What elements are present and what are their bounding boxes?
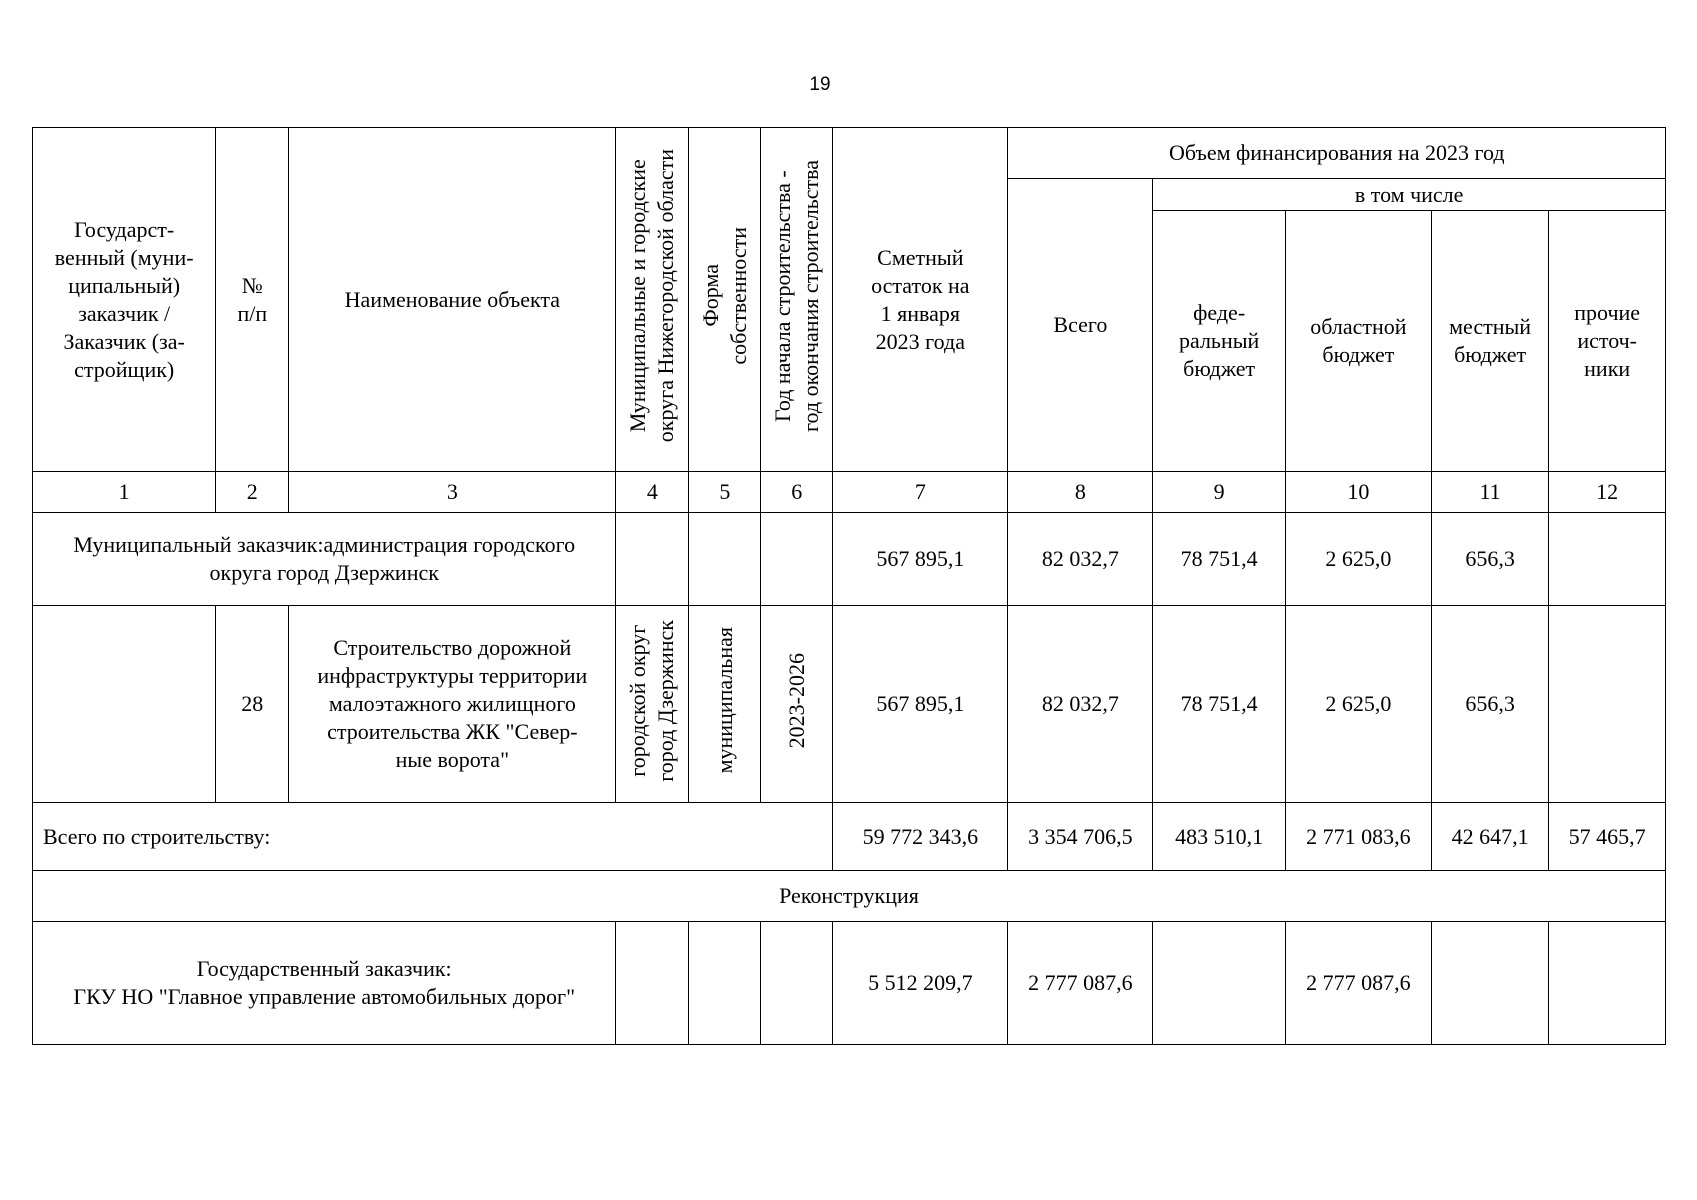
state-customer-label	[33, 922, 616, 1045]
header-federal-text: феде- ральный бюджет	[1178, 300, 1260, 381]
state-customer-label-text: Государственный заказчик: ГКУ НО "Главное управление автомобильных дорог"	[73, 956, 576, 1009]
municipal-customer-federal: 78 751,4	[1153, 513, 1286, 606]
financing-table	[32, 127, 1666, 1045]
municipal-customer-label	[33, 513, 616, 606]
construction-total-regional: 2 771 083,6	[1285, 803, 1431, 871]
col-num-8: 8	[1008, 472, 1153, 513]
construction-total-federal: 483 510,1	[1153, 803, 1286, 871]
header-financing-text: Объем финансирования на 2023 год	[1168, 140, 1505, 165]
object-28-local: 656,3	[1431, 606, 1549, 803]
object-28-ownership-text: муниципальная	[711, 627, 737, 774]
column-number-row	[33, 472, 1666, 513]
municipal-customer-label-text: Муниципальный заказчик:администрация городского округа город Дзержинск	[73, 532, 576, 585]
state-customer-col4	[616, 922, 689, 1045]
header-municipality	[616, 128, 689, 472]
header-years	[761, 128, 833, 472]
state-customer-regional: 2 777 087,6	[1285, 922, 1431, 1045]
header-customer	[33, 128, 216, 472]
object-28-estimate: 567 895,1	[833, 606, 1008, 803]
col-num-2: 2	[216, 472, 289, 513]
header-federal	[1153, 211, 1286, 472]
header-row-1	[33, 128, 1666, 179]
construction-total-other: 57 465,7	[1549, 803, 1666, 871]
header-ownership-text: Форма собственности	[697, 227, 751, 365]
col-num-6: 6	[761, 472, 833, 513]
header-object-name	[289, 128, 616, 472]
object-28-row	[33, 606, 1666, 803]
col-num-3: 3	[289, 472, 616, 513]
header-regional	[1285, 211, 1431, 472]
object-28-federal: 78 751,4	[1153, 606, 1286, 803]
header-total	[1008, 179, 1153, 472]
municipal-customer-row	[33, 513, 1666, 606]
header-financing	[1008, 128, 1666, 179]
object-28-municipality	[616, 606, 689, 803]
municipal-customer-regional: 2 625,0	[1285, 513, 1431, 606]
header-object-name-text: Наименование объекта	[344, 286, 561, 312]
col-num-1: 1	[33, 472, 216, 513]
object-28-num: 28	[216, 606, 289, 803]
header-local-text: местный бюджет	[1449, 314, 1532, 367]
state-customer-federal	[1153, 922, 1286, 1045]
municipal-customer-col5	[689, 513, 761, 606]
header-ownership	[689, 128, 761, 472]
header-total-text: Всего	[1053, 312, 1108, 337]
page-number: 19	[809, 74, 831, 95]
section-reconstruction-title: Реконструкция	[33, 871, 1666, 922]
col-num-12: 12	[1549, 472, 1666, 513]
header-other-text: прочие источ- ники	[1574, 300, 1641, 381]
object-28-customer	[33, 606, 216, 803]
state-customer-col5	[689, 922, 761, 1045]
municipal-customer-col4	[616, 513, 689, 606]
object-28-years-text: 2023-2026	[783, 652, 809, 749]
header-regional-text: областной бюджет	[1310, 314, 1407, 367]
object-28-other	[1549, 606, 1666, 803]
construction-total-local: 42 647,1	[1431, 803, 1549, 871]
object-28-name	[289, 606, 616, 803]
header-estimate	[833, 128, 1008, 472]
header-years-text: Год начала строительства - год окончания строительства	[769, 160, 823, 432]
object-28-ownership	[689, 606, 761, 803]
construction-total-estimate: 59 772 343,6	[833, 803, 1008, 871]
header-municipality-text: Муниципальные и городские округа Нижегородской области	[625, 149, 679, 443]
municipal-customer-total: 82 032,7	[1008, 513, 1153, 606]
state-customer-estimate: 5 512 209,7	[833, 922, 1008, 1045]
construction-total-row	[33, 803, 1666, 871]
municipal-customer-estimate: 567 895,1	[833, 513, 1008, 606]
header-including	[1153, 179, 1666, 211]
header-including-text: в том числе	[1354, 181, 1464, 207]
col-num-7: 7	[833, 472, 1008, 513]
state-customer-col6	[761, 922, 833, 1045]
header-num	[216, 128, 289, 472]
header-local	[1431, 211, 1549, 472]
municipal-customer-local: 656,3	[1431, 513, 1549, 606]
header-other	[1549, 211, 1666, 472]
col-num-10: 10	[1285, 472, 1431, 513]
section-reconstruction-row	[33, 871, 1666, 922]
construction-total-label: Всего по строительству:	[33, 803, 833, 871]
state-customer-other	[1549, 922, 1666, 1045]
header-customer-text: Государст- венный (муни- ципальный) заказчик / Заказчик (за- стройщик)	[54, 216, 194, 382]
object-28-name-text: Строительство дорожной инфраструктуры территории малоэтажного жилищного строительства ЖК "Север- ные ворота"	[317, 635, 588, 772]
state-customer-local	[1431, 922, 1549, 1045]
state-customer-row	[33, 922, 1666, 1045]
construction-total-total: 3 354 706,5	[1008, 803, 1153, 871]
col-num-5: 5	[689, 472, 761, 513]
object-28-years	[761, 606, 833, 803]
object-28-regional: 2 625,0	[1285, 606, 1431, 803]
object-28-municipality-text: городской округ город Дзержинск	[625, 619, 679, 782]
object-28-total: 82 032,7	[1008, 606, 1153, 803]
municipal-customer-col6	[761, 513, 833, 606]
col-num-9: 9	[1153, 472, 1286, 513]
col-num-11: 11	[1431, 472, 1549, 513]
municipal-customer-other	[1549, 513, 1666, 606]
header-num-text: № п/п	[237, 272, 268, 326]
header-estimate-text: Сметный остаток на 1 января 2023 года	[871, 244, 970, 354]
state-customer-total: 2 777 087,6	[1008, 922, 1153, 1045]
col-num-4: 4	[616, 472, 689, 513]
